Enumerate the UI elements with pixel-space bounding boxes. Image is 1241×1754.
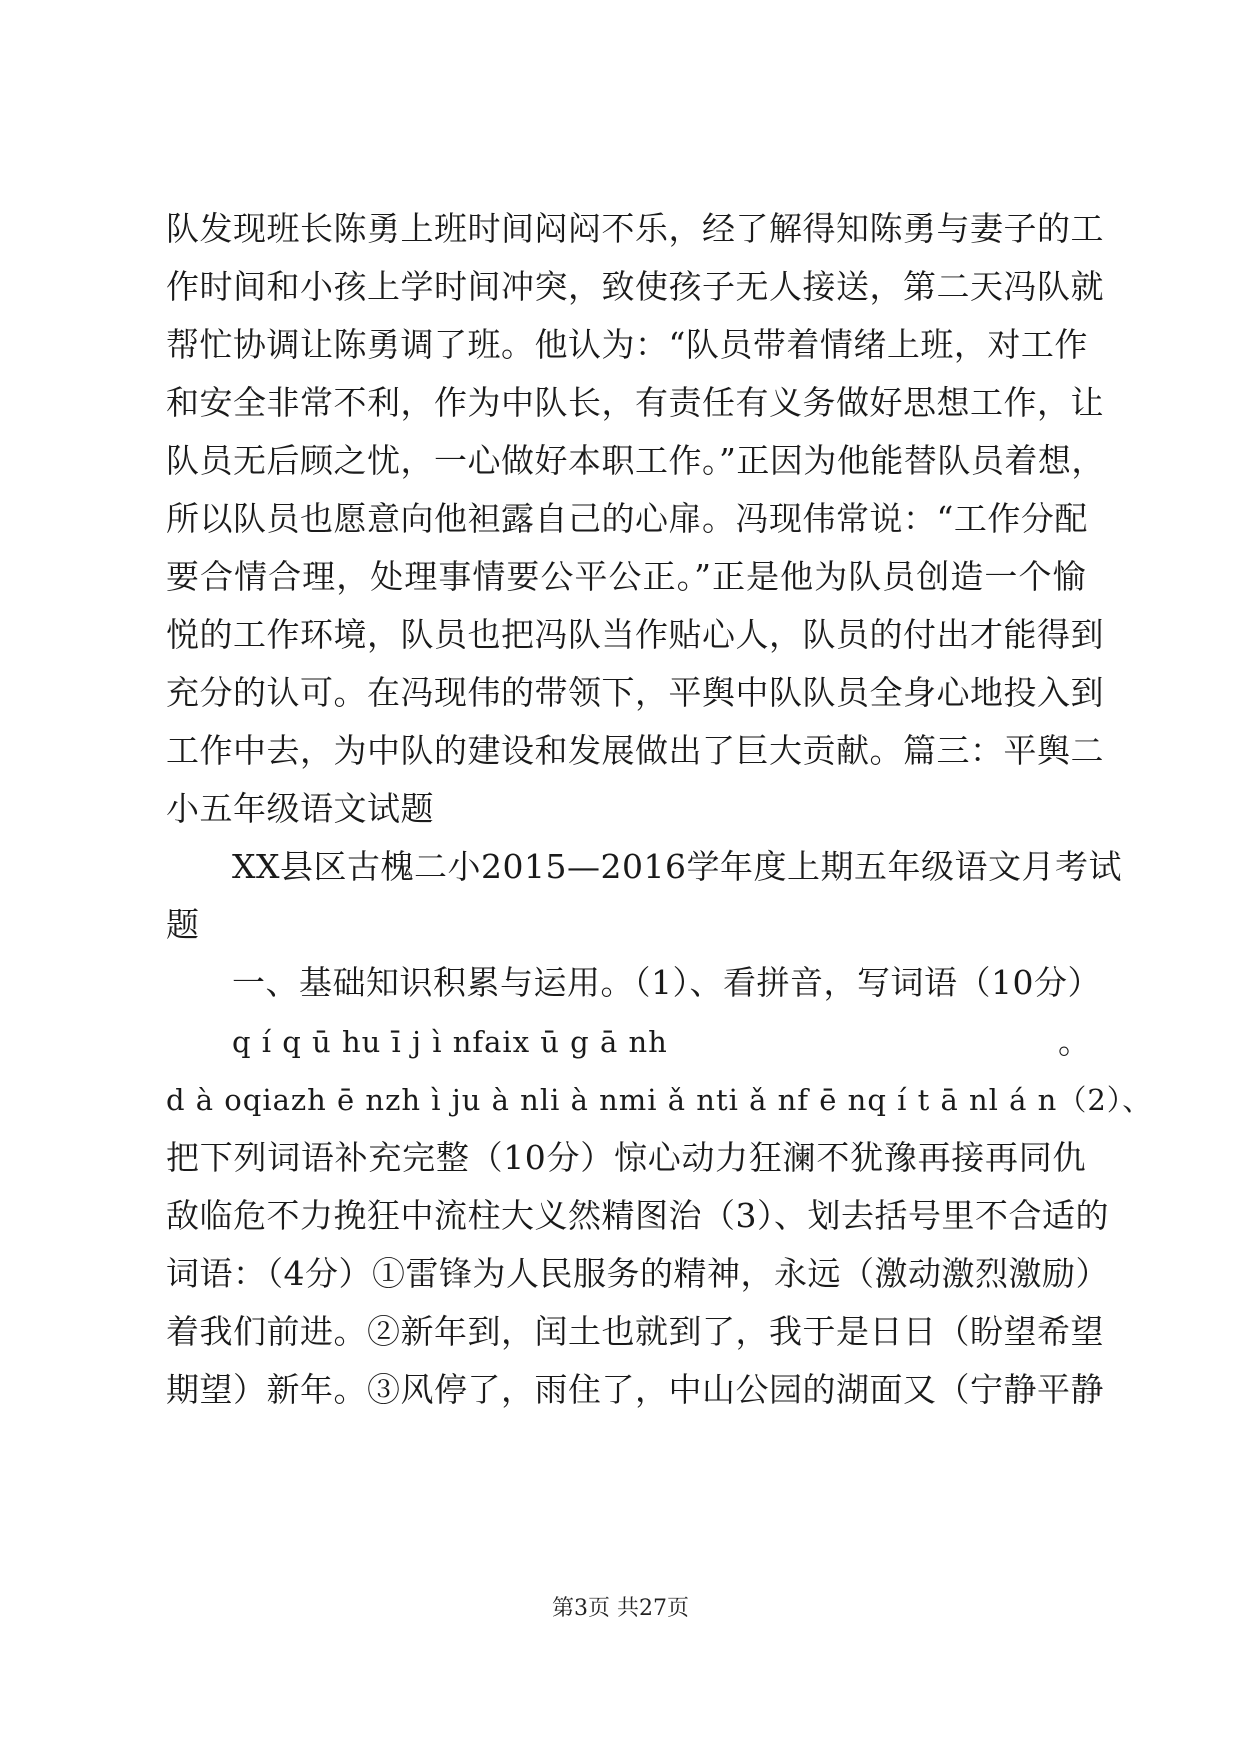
pinyin-line: d à oqiazh ē nzh ì ju à nli à nmi ǎ nti ǎ nf ē nq í t ā nl á n（2）、 [166, 1083, 1153, 1117]
text-line: 帮忙协调让陈勇调了班。他认为：“队员带着情绪上班，对工作 [166, 325, 1088, 364]
text-line: 小五年级语文试题 [166, 789, 434, 828]
text-line: 要合情合理，处理事情要公平公正。”正是他为队员创造一个愉 [166, 557, 1086, 596]
text-line: 充分的认可。在冯现伟的带领下，平舆中队队员全身心地投入到 [166, 673, 1104, 712]
pinyin-period: 。 [1058, 1022, 1091, 1061]
text-line: 词语：（4分）①雷锋为人民服务的精神，永远（激动激烈激励） [166, 1254, 1109, 1293]
text-line: 作时间和小孩上学时间冲突，致使孩子无人接送，第二天冯队就 [166, 267, 1104, 306]
text-line: 悦的工作环境，队员也把冯队当作贴心人，队员的付出才能得到 [166, 615, 1104, 654]
text-line: 队发现班长陈勇上班时间闷闷不乐，经了解得知陈勇与妻子的工 [166, 209, 1104, 248]
pinyin-line: q í q ū hu ī j ì nfaix ū g ā nh [232, 1025, 668, 1059]
section-heading: 一、基础知识积累与运用。（1）、看拼音，写词语（10分） [232, 963, 1101, 1002]
text-line: 和安全非常不利，作为中队长，有责任有义务做好思想工作，让 [166, 383, 1104, 422]
text-line: 期望）新年。③风停了，雨住了，中山公园的湖面又（宁静平静 [166, 1370, 1104, 1409]
text-line: 队员无后顾之忧，一心做好本职工作。”正因为他能替队员着想， [166, 441, 1105, 480]
exam-title-line: XX县区古槐二小2015—2016学年度上期五年级语文月考试 [232, 847, 1122, 886]
text-line: 着我们前进。②新年到，闰土也就到了，我于是日日（盼望希望 [166, 1312, 1104, 1351]
page-number-footer: 第3页 共27页 [552, 1596, 689, 1621]
text-line: 敌临危不力挽狂中流柱大义然精图治（3）、划去括号里不合适的 [166, 1196, 1109, 1235]
text-line: 工作中去，为中队的建设和发展做出了巨大贡献。篇三：平舆二 [166, 731, 1104, 770]
exam-title-line: 题 [166, 905, 200, 944]
text-line: 所以队员也愿意向他袒露自己的心扉。冯现伟常说：“工作分配 [166, 499, 1088, 538]
text-line: 把下列词语补充完整（10分）惊心动力狂澜不犹豫再接再同仇 [166, 1138, 1086, 1177]
